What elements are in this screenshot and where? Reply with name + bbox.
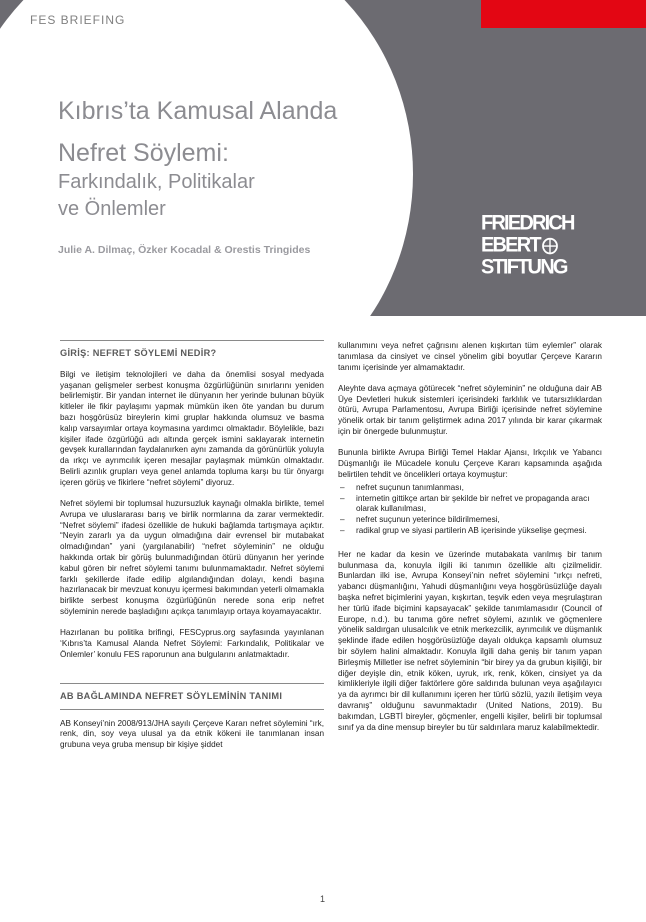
section-divider bbox=[60, 709, 324, 710]
section-divider bbox=[60, 683, 324, 684]
logo-line-2-text: EBERT bbox=[481, 233, 540, 257]
paragraph: Bununla birlikte Avrupa Birliği Temel Haklar Ajansı, Irkçılık ve Yabancı Düşmanlığı ile Mücadele konulu Çerçeve Kararı kapsamında aşağıda belirtilen tehdit ve öncelikleri ortaya koymuştur: bbox=[338, 448, 602, 479]
list-item: – internetin gittikçe artan bir şekilde bir nefret ve propaganda aracı olarak kullanılması, bbox=[338, 494, 602, 516]
title-line-2: Nefret Söylemi: bbox=[58, 139, 229, 167]
list-item: – nefret suçunun tanımlanması, bbox=[338, 483, 602, 494]
paragraph: Her ne kadar da kesin ve üzerinde mutabakata varılmış bir tanım bulunmasa da, konuyla ilgili iki tanımın özellikle altı çizilmelidir. Bunlardan ilki ise, Avrupa Konseyi’nin nefret söylemini “ırkçı nefreti, yabancı düşmanlığını, Yahudi düşmanlığını veya hoşgörüsüzlüğe dayalı başka nefret biçimlerini yayan, kışkırtan, teşvik eden veya meşrulaştıran her türlü ifade biçimini kapsayacak” şekilde tanımlamasıdır (Council of Europe, n.d.). bu tanıma göre nefret söylemi, azınlık ve göçmenlere yönelik saldırgan ulusalcılık ve etnik merkezcilik, ayrımcılık ve düşmanlık şeklinde ifade edilen hoşgörüsüzlüğe dayalı oldukça kapsamlı olumsuz bir söylem halini almaktadır. Konuyla ilgili daha geniş bir tanım yapan Birleşmiş Milletler ise nefret söyleminin “bir birey ya da grubun kişiliği, bir diğer deyişle din, etnik köken, uyruk, ırk, renk, köken, cinsiyet ya da kimlikleriyle ilgili diğer faktörlere göre saldırıda bulunan veya aşağılayıcı ya da ayrımcı bir dil kullanımını içeren her türlü sözlü, yazılı iletişim veya davranış” olduğunu savunmaktadır (United Nations, 2019). Bu bakımdan, LGBTİ bireyler, göçmenler, engelli kişiler, belirli bir toplumsal sınıf ya da dine mensup bireyler bu tür saldırılara maruz kalabilmektedir. bbox=[338, 549, 602, 732]
series-label: FES BRIEFING bbox=[30, 13, 126, 27]
paragraph: kullanımını veya nefret çağrısını alenen kışkırtan tüm eylemler” olarak tanımlasa da cinsiyet ve cinsel yönelim gibi boyutlar Çerçeve Kararın tanımı içerisinde yer almamaktadır. bbox=[338, 341, 602, 372]
logo-line-2 bbox=[481, 233, 601, 256]
brand-red-block bbox=[481, 0, 646, 28]
authors: Julie A. Dilmaç, Özker Kocadal & Orestis Tringides bbox=[58, 244, 311, 256]
section-divider bbox=[60, 340, 324, 341]
paragraph: Nefret söylemi bir toplumsal huzursuzluk kaynağı olmakla birlikte, temel Avrupa ve uluslararası barış ve birlik normlarına da zarar vermektedir. “Nefret söylemi” ifadesi özellikle de hukuki bağlamda tartışmaya açıktır. “Neyin zararlı ya da uygun olmadığına dair evrensel bir mutabakat olmadığından” yani (yargılanabilir) “nefret söyleminin” ne olduğu hakkında ortak bir görüş bulunmadığından ötürü dünyanın her yerinde kabul gören bir nefret söylemi tanımı bulunmamaktadır. Nefret söylemi farklı şekillerde ifade edilip algılandığından dolayı, kendi başına hazırlanacak bir mevzuat konuyu içermesi bakımından yeterli olmamakla birlikte serbest konuşma özgürlüğünün nerede sona erip nefret söyleminin nerede başladığını açıkça tanımlayıp ortaya koyamayacaktır. bbox=[60, 499, 324, 617]
header-band bbox=[0, 0, 646, 316]
fes-logo bbox=[481, 212, 601, 278]
section-heading-eu-context: AB BAĞLAMINDA NEFRET SÖYLEMİNİN TANIMI bbox=[60, 690, 283, 701]
threats-list bbox=[338, 483, 602, 537]
right-column bbox=[338, 341, 602, 744]
paragraph: AB Konseyi’nin 2008/913/JHA sayılı Çerçeve Kararı nefret söylemini “ırk, renk, din, soy veya ulusal ya da etnik kökeni ile tanımlanan insan grubuna veya gruba mensup bir kişiye şiddet bbox=[60, 718, 324, 750]
logo-line-1: FRIEDRICH bbox=[481, 211, 574, 235]
list-item: – nefret suçunun yeterince bildirilmemesi, bbox=[338, 515, 602, 526]
list-item: – radikal grup ve siyasi partilerin AB içerisinde yükselişe geçmesi. bbox=[338, 526, 602, 537]
paragraph: Aleyhte dava açmaya götürecek “nefret söyleminin” ne olduğuna dair AB Üye Devletleri hukuk sistemleri içerisindeki farklılık ve tutarsızlıklardan ötürü, Avrupa Parlamentosu, Avrupa Birliği içerisinde nefret söylemine yönelik ortak bir tanım geliştirmek adına 2017 yılında bir karar çıkarmak için bir önergede bulunmuştur. bbox=[338, 383, 602, 437]
subtitle-line-1: Farkındalık, Politikalar bbox=[58, 171, 255, 193]
title-line-1: Kıbrıs’ta Kamusal Alanda bbox=[58, 97, 338, 125]
logo-line-3: STIFTUNG bbox=[481, 255, 567, 279]
section-heading-intro: GİRİŞ: NEFRET SÖYLEMİ NEDİR? bbox=[60, 348, 217, 358]
subtitle-line-2: ve Önlemler bbox=[58, 198, 166, 220]
page-number: 1 bbox=[320, 894, 326, 904]
left-column bbox=[60, 340, 324, 761]
paragraph: Hazırlanan bu politika brifingi, FESCyprus.org sayfasında yayınlanan ‘Kıbrıs’ta Kamusal Alanda Nefret Söylemi: Farkındalık, Politikalar ve Önlemler’ konulu FES raporunun ana bulgularını anlatmaktadır. bbox=[60, 628, 324, 659]
paragraph: Bilgi ve iletişim teknolojileri ve daha da önemlisi sosyal medyada yaşanan gelişmeler serbest konuşma özgürlüğünün sınırlarını yeniden belirlemiştir. Bir yandan internet ile dünyanın her yerinde bulunan büyük kitleler ile fikir paylaşımı yapmak mümkün iken öte yandan bu durum bazı hoşgörüsüz bireylerin kimi gruplar hakkında olumsuz ve basma kalıp varsayımlar ortaya koymasına yardımcı olmaktadır. Böylelikle, bazı kişiler ifade özgürlüğü adı altında gerçek ismini saklayarak internetin gevşek kurallarından faydalanırken aynı zamanda da görünürlük yoluyla da ırkçı ve ayrımcılık içeren mesajlar paylaşmak mümkün olmaktadır. Belirli azınlık grupları veya genel anlamda topluma karşı bu tür önyargı içeren görüş ve fikirlere “nefret söylemi” diyoruz. bbox=[60, 369, 324, 487]
globe-icon bbox=[542, 237, 558, 254]
